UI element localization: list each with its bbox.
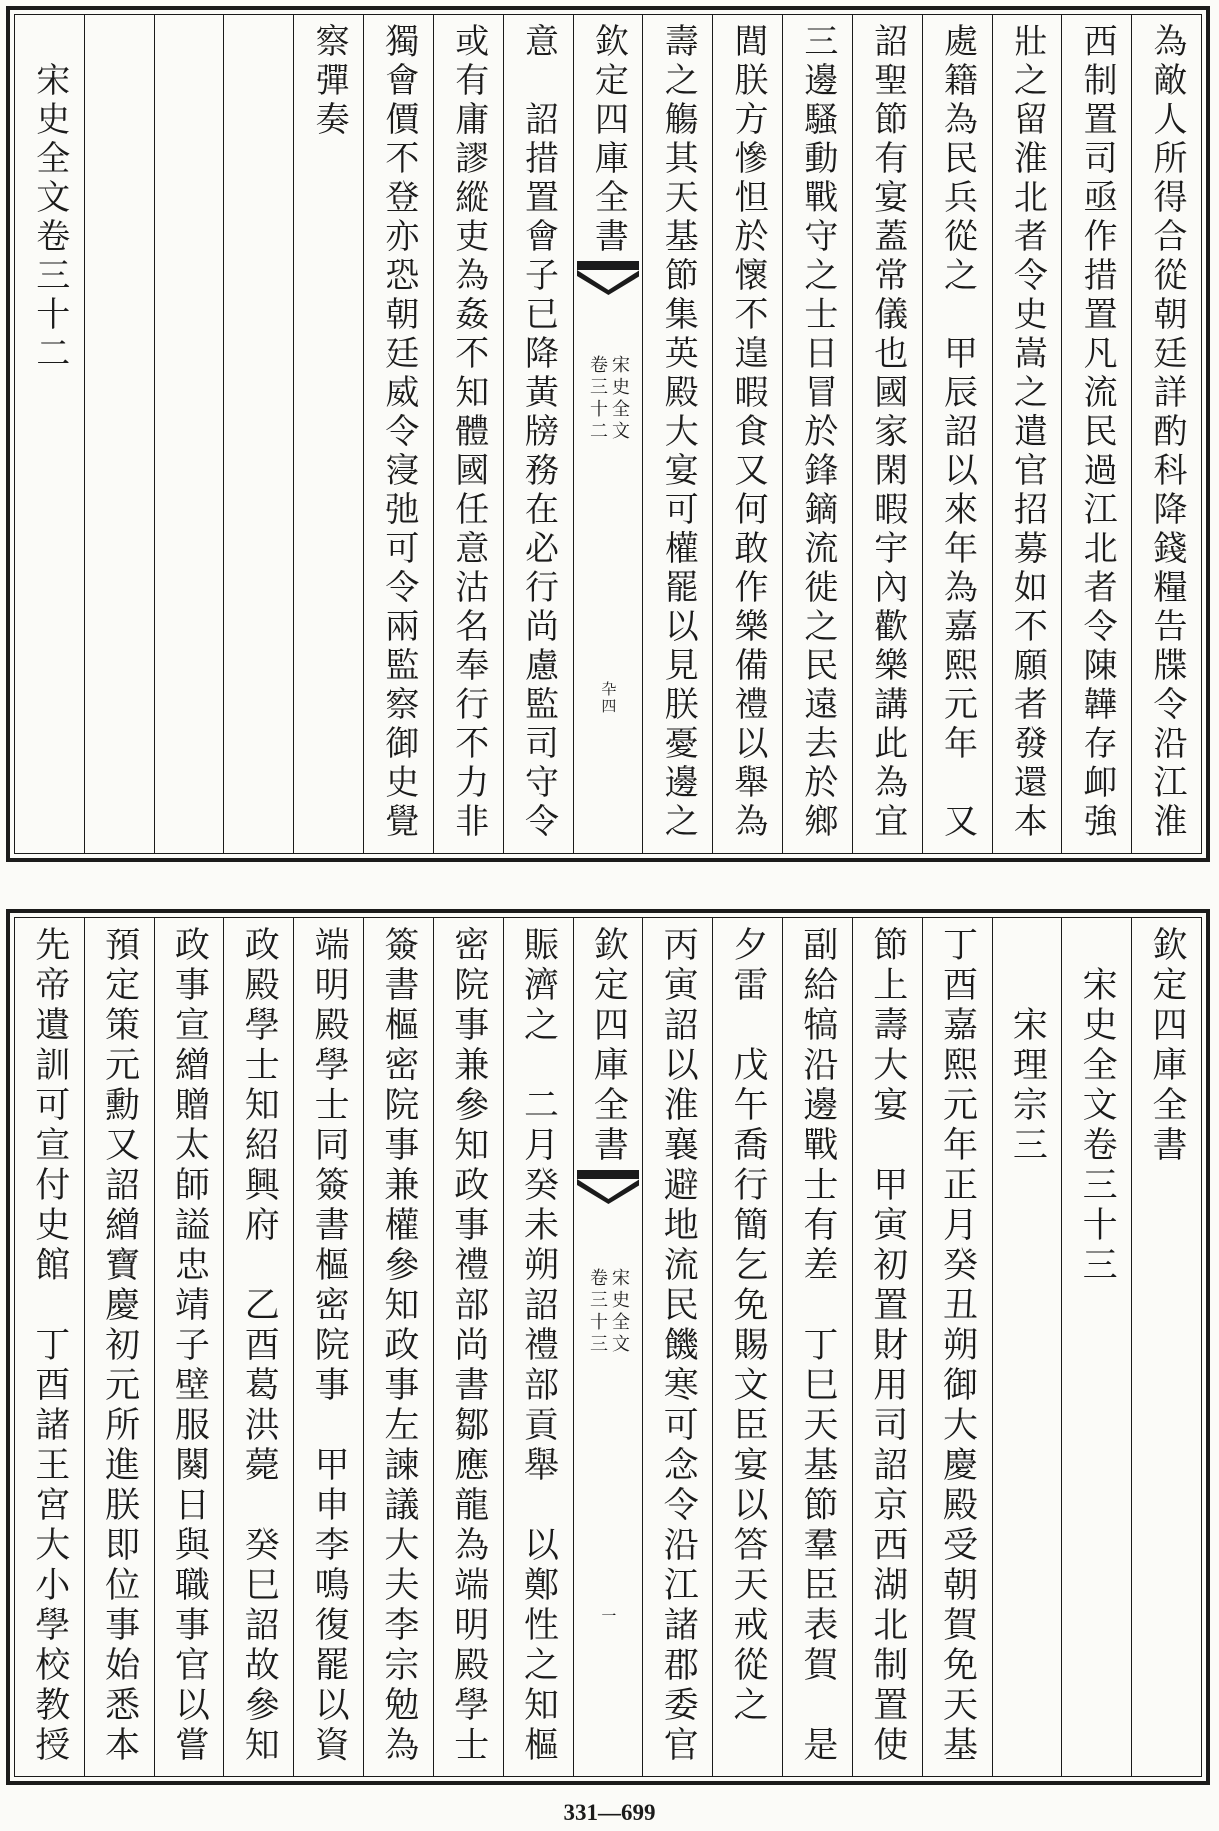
top-leaf [6, 6, 1210, 862]
blank-column [84, 15, 154, 853]
text-column: 賑濟之 二月癸未朔詔禮部貢舉 以鄭性之知樞 [503, 918, 573, 1776]
fishtail-chevron [577, 270, 640, 295]
bottom-leaf [6, 909, 1210, 1785]
fold-center-column [573, 15, 643, 853]
text-column: 夕雷 戊午喬行簡乞免賜文臣宴以答天戒從之 [712, 918, 782, 1776]
text-column: 先帝遺訓可宣付史館 丁酉諸王宮大小學校教授 [29, 926, 70, 1766]
text-column: 閭朕方慘怛於懷不遑暇食又何敢作樂備禮以舉為 [712, 15, 782, 853]
leaf-frame [14, 14, 1202, 854]
fold-leaf-number: 一 [599, 1608, 618, 1625]
text-column: 三邊騷動戰守之士日冒於鋒鏑流徙之民遠去於鄉 [782, 15, 852, 853]
text-column: 察彈奏 [293, 15, 363, 853]
text-column: 政事宣繒贈太師謚忠靖子壁服闋日與職事官以嘗 [154, 918, 224, 1776]
leaf-frame [14, 917, 1202, 1777]
fold-juan: 卷三十二 [586, 355, 608, 443]
fold-center-column [573, 918, 643, 1776]
text-column: 壽之觴其天基節集英殿大宴可權罷以見朕憂邊之 [642, 15, 712, 853]
fishtail-chevron [577, 1179, 640, 1204]
fold-leaf-number: 卆四 [599, 681, 618, 715]
fold-subtitle [586, 355, 630, 443]
text-column: 端明殿學士同簽書樞密院事 甲申李鳴復罷以資 [293, 918, 363, 1776]
blank-column [154, 15, 224, 853]
fold-subtitle [586, 1268, 630, 1356]
fold-header: 欽定四庫全書 [588, 926, 629, 1166]
fold-book-title: 宋史全文 [608, 355, 630, 443]
fold-header: 欽定四庫全書 [588, 23, 629, 257]
fold-juan: 卷三十三 [586, 1268, 608, 1356]
fold-book-title: 宋史全文 [608, 1268, 630, 1356]
fishtail-bar [577, 1170, 640, 1179]
text-column: 獨會價不登亦恐朝廷威令寖弛可令兩監察御史覺 [363, 15, 433, 853]
text-column: 密院事兼參知政事禮部尚書鄒應龍為端明殿學士 [433, 918, 503, 1776]
text-column: 副給犒沿邊戰士有差 丁巳天基節羣臣表賀 是 [782, 918, 852, 1776]
fishtail-bar [577, 261, 640, 270]
text-column: 意 詔措置會子已降黃牓務在必行尚慮監司守令 [503, 15, 573, 853]
fishtail-shape [577, 1170, 640, 1204]
fishtail-mark [577, 1170, 640, 1204]
text-column: 政殿學士知紹興府 乙酉葛洪薨 癸巳詔故參知 [223, 918, 293, 1776]
text-column: 處籍為民兵從之 甲辰詔以來年為嘉熙元年 又 [922, 15, 992, 853]
collection-title: 欽定四庫全書 [1131, 918, 1201, 1776]
chapter-title: 宋理宗三 [992, 918, 1062, 1776]
text-column: 簽書樞密院事兼權參知政事左諫議大夫李宗勉為 [363, 918, 433, 1776]
text-column: 預定策元勳又詔繒寶慶初元所進朕即位事始悉本 [84, 918, 154, 1776]
text-column: 丙寅詔以淮襄避地流民饑寒可念令沿江諸郡委官 [642, 918, 712, 1776]
page-code: 331—699 [563, 1800, 656, 1825]
text-column: 節上壽大宴 甲寅初置財用司詔京西湖北制置使 [852, 918, 922, 1776]
blank-column [223, 15, 293, 853]
text-column: 丁酉嘉熙元年正月癸丑朔御大慶殿受朝賀免天基 [922, 918, 992, 1776]
text-column: 或有庸謬縱吏為姦不知體國任意沽名奉行不力非 [433, 15, 503, 853]
text-column: 西制置司亟作措置凡流民過江北者令陳韡存卹強 [1061, 15, 1131, 853]
fishtail-mark [577, 261, 640, 295]
text-column: 為敵人所得合從朝廷詳酌科降錢糧告牒令沿江淮 [1131, 15, 1201, 853]
text-column: 詔聖節有宴蓋常儀也國家閑暇宇內歡樂講此為宜 [852, 15, 922, 853]
text-column: 壯之留淮北者令史嵩之遣官招募如不願者發還本 [992, 15, 1062, 853]
juan-end-title: 宋史全文卷三十二 [29, 62, 70, 374]
fishtail-shape [577, 261, 640, 295]
juan-title: 宋史全文卷三十三 [1061, 918, 1131, 1776]
